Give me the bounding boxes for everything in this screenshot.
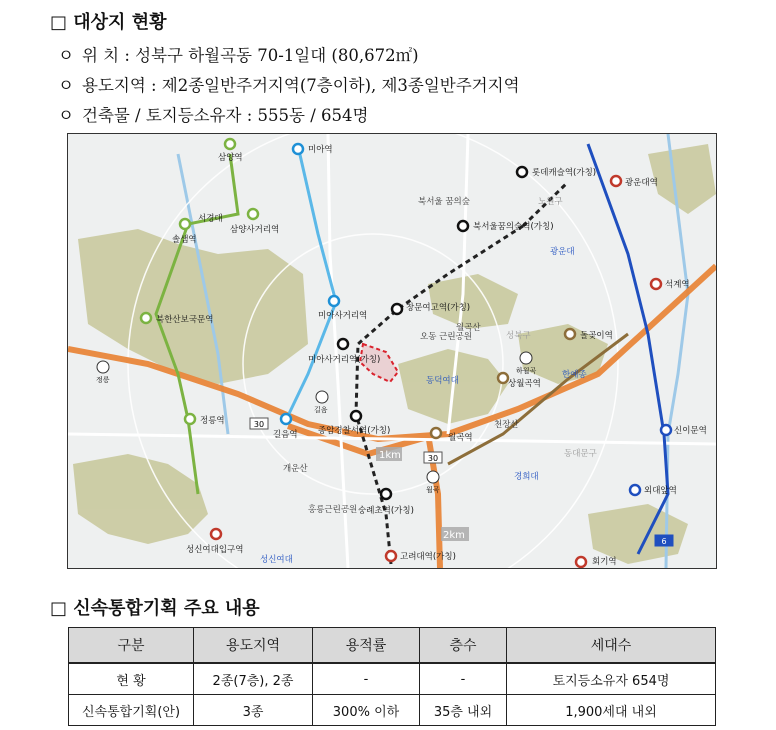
bullet-zoning [58,72,520,96]
station-marker [185,414,195,424]
col-header: 세대수 [507,628,716,664]
col-header: 용도지역 [194,628,313,664]
table-cell: 300% 이하 [313,695,420,726]
table-cell: - [313,663,420,695]
place-label: 노원구 [538,197,563,207]
table-cell: 현 황 [69,663,194,695]
station-label: 창문여고역(가칭) [406,303,471,313]
station-marker [211,529,221,539]
ic-label: 길음 [314,406,328,414]
station-label: 삼양사거리역 [230,225,280,235]
bullet-text: 건축물 / 토지등소유자 : 555동 / 654명 [82,106,369,125]
station-marker [293,144,303,154]
col-header: 용적률 [313,628,420,664]
bullet-text: 용도지역 : 제2종일반주거지역(7층이하), 제3종일반주거지역 [82,76,520,95]
place-label: 홍릉근린공원 [308,505,358,515]
route-number: 30 [253,420,265,429]
station-label: 롯데캐슬역(가칭) [532,168,597,178]
bullet-mark: ㅇ [58,76,74,95]
bullet-buildings-owners [58,102,368,126]
station-label: 북한산보국문역 [156,315,214,325]
station-label: 삼양역 [218,153,243,163]
station-label: 성신여대입구역 [186,545,244,555]
route-number: 30 [427,454,439,463]
bullet-mark: ㅇ [58,46,74,65]
station-label: 월곡역 [448,433,473,443]
station-marker [225,139,235,149]
station-label: 신이문역 [674,426,707,436]
table-cell: 3종 [194,695,313,726]
ic-label: 월곡 [426,486,440,494]
table-cell: 1,900세대 내외 [507,695,716,726]
table-cell: 토지등소유자 654명 [507,663,716,695]
station-marker [351,411,361,421]
station-marker [576,557,586,567]
station-label: 북서울꿈의숲역(가칭) [473,222,554,232]
station-marker [248,209,258,219]
table-cell: 2종(7층), 2종 [194,663,313,695]
section-title-plan-summary: □ 신속통합기획 주요 내용 [50,598,260,619]
station-marker [338,339,348,349]
table-row [69,695,716,726]
station-label: 솔샘역 [172,235,197,245]
station-label: 회기역 [592,557,617,567]
station-label: 숭례초역(가칭) [358,506,414,516]
col-header: 구분 [69,628,194,664]
place-label: 경희대 [514,472,539,482]
station-marker [281,414,291,424]
station-label: 정릉역 [200,416,225,426]
station-marker [611,176,621,186]
station-label: 외대앞역 [644,486,677,496]
station-marker [180,219,190,229]
ic-icon [427,471,439,483]
place-label: 천장산 [494,420,519,430]
station-marker [386,551,396,561]
station-marker [565,329,575,339]
bullet-mark: ㅇ [58,106,74,125]
station-label: 서경대 [198,214,223,224]
station-marker [392,304,402,314]
table-cell: 35층 내외 [420,695,507,726]
station-marker [431,428,441,438]
station-label: 광운대역 [625,178,658,188]
ring-label: 2km [443,530,465,541]
ring-label: 1km [379,450,401,461]
station-label: 길음역 [273,430,298,440]
station-marker [498,373,508,383]
bullet-location [58,42,419,66]
place-label: 성북구 [506,331,531,341]
table-header-row [69,628,716,664]
ic-icon [316,391,328,403]
station-label: 고려대역(가칭) [400,552,456,562]
station-marker [141,313,151,323]
section-title-site-status: □ 대상지 현황 [50,12,167,33]
station-label: 석계역 [665,280,690,290]
station-label: 종암경찰서역(가칭) [318,426,391,436]
station-marker [381,489,391,499]
station-marker [458,221,468,231]
bullet-text: 위 치 : 성북구 하월곡동 70-1일대 (80,672㎡) [82,46,419,65]
station-marker [630,485,640,495]
station-label: 미아사거리역 [318,311,368,321]
table-row [69,663,716,695]
ic-label: 하월곡 [516,367,537,375]
station-label: 상월곡역 [508,379,541,389]
place-label: 광운대 [550,247,575,257]
ic-icon [520,352,532,364]
station-marker [651,279,661,289]
station-label: 미아역 [308,145,333,155]
station-marker [517,167,527,177]
place-label: 오동 근린공원 [420,332,472,342]
place-label: 동덕여대 [426,376,459,386]
plan-summary-table [68,627,716,726]
place-label: 개운산 [283,464,308,474]
route-number: 6 [661,537,667,546]
table-cell: 신속통합기획(안) [69,695,194,726]
table-cell: - [420,663,507,695]
station-marker [329,296,339,306]
place-label: 월곡산 [456,323,481,333]
place-label: 성신여대 [260,555,293,565]
ic-icon [97,361,109,373]
station-label: 돌곶이역 [580,331,613,341]
ic-label: 정릉 [96,376,110,384]
place-label: 동대문구 [564,449,597,459]
col-header: 층수 [420,628,507,664]
site-location-map [67,133,717,569]
place-label: 북서울 꿈의숲 [418,197,470,207]
station-label: 미아사거리역(가칭) [308,355,381,365]
station-marker [661,425,671,435]
place-label: 한예종 [562,370,587,380]
